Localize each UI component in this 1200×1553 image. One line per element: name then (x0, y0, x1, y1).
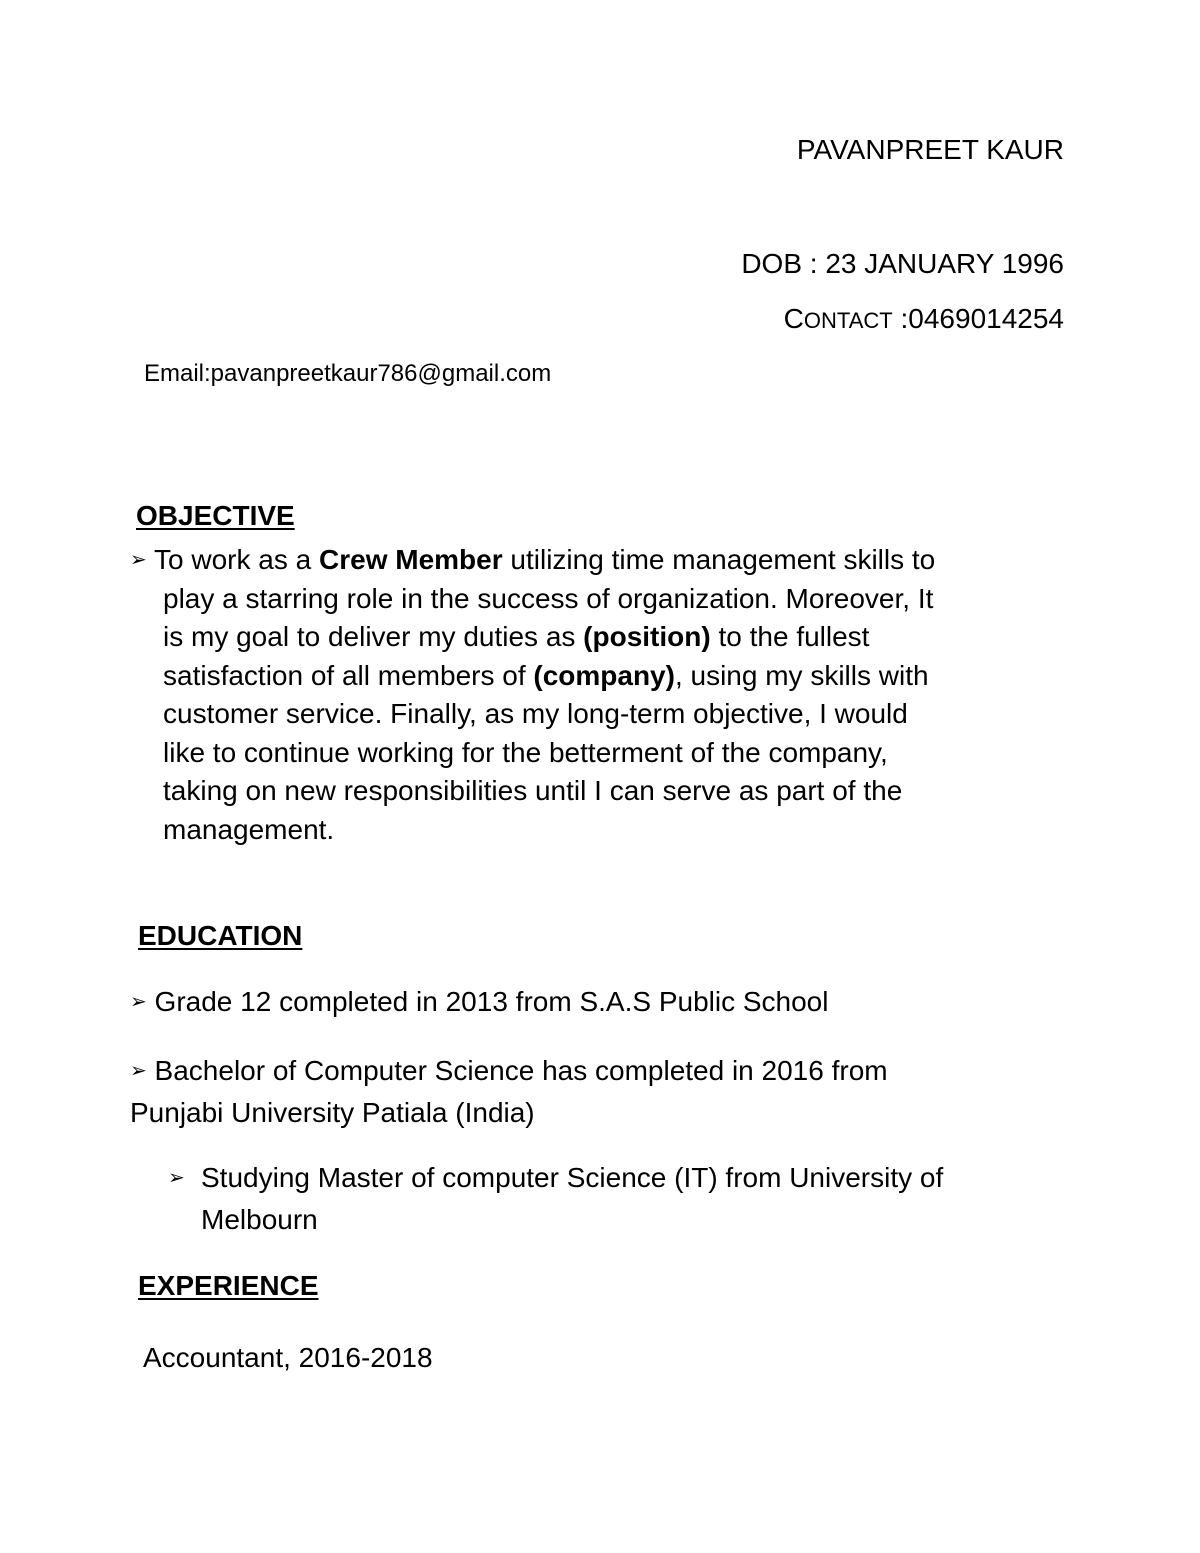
objective-text: is my goal to deliver my duties as (163, 621, 584, 652)
date-of-birth: DOB : 23 JANUARY 1996 (741, 248, 1064, 279)
objective-text: , using my skills with (674, 659, 929, 691)
education-item-1 (130, 983, 828, 1022)
contact-number: :0469014254 (892, 303, 1064, 334)
education-heading: EDUCATION (138, 920, 303, 951)
objective-line-4 (130, 657, 935, 696)
contact-label-rest: ONTACT (803, 308, 893, 333)
candidate-name: PAVANPREET KAUR (796, 134, 1064, 165)
education-text: Bachelor of Computer Science has completed in 2016 from (146, 1055, 888, 1086)
objective-text: satisfaction of all members of (163, 659, 534, 691)
objective-line-6: like to continue working for the betterment of the company, (163, 736, 888, 768)
education-text: Studying Master of computer Science (IT) from University of (201, 1162, 944, 1193)
objective-text: To work as a (146, 544, 319, 575)
education-item-3 (168, 1157, 943, 1240)
role-emphasis: Crew Member (319, 544, 503, 575)
email-line: Email:pavanpreetkaur786@gmail.com (144, 360, 552, 387)
arrow-bullet-icon: ➢ (130, 549, 147, 571)
education-item-1-line (130, 983, 828, 1022)
arrow-bullet-icon: ➢ (130, 991, 147, 1013)
objective-text: utilizing time management skills to (502, 544, 936, 575)
position-emphasis: (position) (583, 621, 711, 652)
education-item-2-line-2: Punjabi University Patiala (India) (130, 1097, 535, 1128)
company-emphasis: (company) (533, 659, 675, 691)
education-item-3-line-1 (168, 1157, 943, 1199)
arrow-bullet-icon: ➢ (168, 1167, 185, 1189)
education-item-3-line-2: Melbourn (201, 1204, 318, 1235)
objective-heading: OBJECTIVE (136, 500, 295, 531)
contact-label-initial: C (783, 303, 804, 334)
arrow-bullet-icon: ➢ (130, 1060, 147, 1082)
objective-paragraph (130, 541, 935, 849)
education-item-2-line-1 (130, 1050, 888, 1092)
experience-heading: EXPERIENCE (138, 1270, 319, 1301)
objective-line-2: play a starring role in the success of organization. Moreover, It (163, 582, 934, 614)
objective-line-7: taking on new responsibilities until I can serve as part of the (163, 775, 903, 806)
objective-line-8: management. (163, 813, 335, 845)
education-text: Grade 12 completed in 2013 from S.A.S Public School (146, 986, 829, 1017)
objective-text: to the fullest (710, 621, 870, 652)
objective-line-1 (130, 541, 935, 580)
contact-line (784, 303, 1064, 335)
objective-line-3 (130, 618, 935, 657)
education-item-2 (130, 1050, 888, 1133)
objective-line-5: customer service. Finally, as my long-term objective, I would (163, 698, 908, 729)
experience-item-1: Accountant, 2016-2018 (143, 1342, 433, 1373)
